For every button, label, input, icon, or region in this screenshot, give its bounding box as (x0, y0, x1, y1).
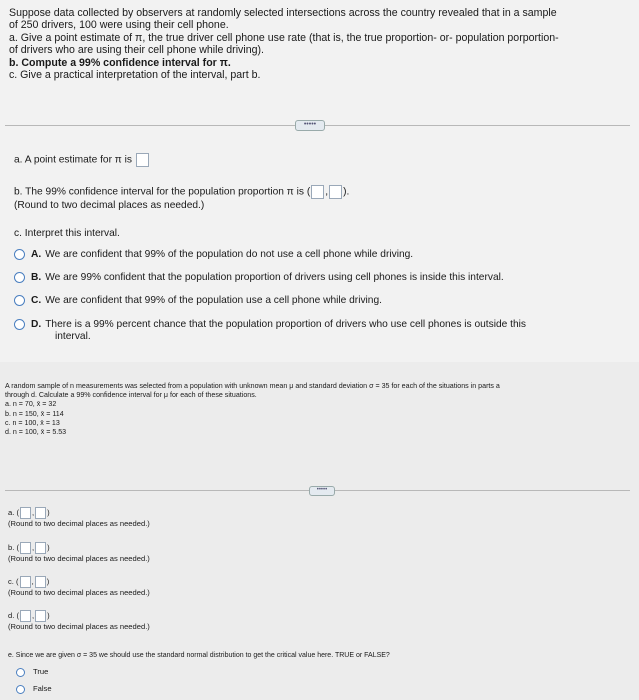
upper-bound-input[interactable] (35, 507, 46, 519)
problem1-statement (9, 7, 631, 81)
lower-bound-input[interactable] (20, 610, 31, 622)
open-paren: ( (16, 543, 19, 552)
option-a[interactable] (14, 249, 413, 261)
radio-icon[interactable] (16, 685, 25, 694)
comma: , (31, 577, 34, 586)
problem2-line: c. n = 100, x̄ = 13 (5, 418, 60, 427)
problem2-line: through d. Calculate a 99% confidence interval for μ for each of these situations. (5, 391, 257, 400)
option-text-continued: interval. (55, 331, 91, 342)
upper-bound-input[interactable] (35, 576, 46, 588)
close-paren: ) (47, 508, 50, 517)
option-text: There is a 99% percent chance that the population proportion of drivers who use cell phones is outside this (45, 319, 526, 330)
option-b[interactable] (14, 272, 504, 284)
round-hint: (Round to two decimal places as needed.) (8, 588, 150, 597)
part-a-answer (8, 507, 150, 528)
problem1-line: Suppose data collected by observers at randomly selected intersections across the country revealed that in a sample (9, 7, 557, 19)
option-c[interactable] (14, 295, 382, 307)
option-letter: A. (31, 249, 42, 260)
part-b-answer (8, 542, 150, 563)
comma: , (32, 508, 35, 517)
expand-button[interactable]: ••••• (309, 486, 335, 496)
problem1-line: of 250 drivers, 100 were using their cell phone. (9, 19, 229, 32)
open-paren: ( (16, 508, 19, 517)
close-paren: ). (343, 186, 350, 198)
part-c-answer (8, 576, 150, 597)
problem2-statement (5, 382, 633, 437)
part-b-hint: (Round to two decimal places as needed.) (14, 200, 205, 211)
comma: , (32, 611, 35, 620)
option-letter: D. (31, 319, 42, 330)
option-text: We are confident that 99% of the population do not use a cell phone while driving. (45, 249, 414, 260)
close-paren: ) (46, 577, 50, 586)
option-text: We are confident that 99% of the population use a cell phone while driving. (45, 295, 382, 306)
problem1-line: b. Compute a 99% confidence interval for π. (9, 56, 231, 69)
lower-bound-input[interactable] (20, 576, 31, 588)
problem1-line: a. Give a point estimate of π, the true driver cell phone use rate (that is, the true proportion- or- population porportion- (9, 31, 559, 44)
part-e-question: e. Since we are given σ = 35 we should use the standard normal distribution to get the critical value here. TRUE or FALSE? (8, 652, 390, 659)
round-hint: (Round to two decimal places as needed.) (8, 622, 150, 631)
expand-button[interactable]: ••••• (295, 120, 325, 131)
problem2-line: b. n = 150, x̄ = 114 (5, 409, 64, 418)
open-paren: ( (16, 577, 19, 586)
option-label: False (33, 684, 52, 693)
open-paren: ( (306, 186, 311, 198)
upper-bound-input[interactable] (35, 610, 46, 622)
option-letter: C. (31, 295, 42, 306)
problem2-line: A random sample of n measurements was selected from a population with unknown mean μ and standard deviation σ = 35 for each of the situations in parts a (5, 382, 500, 390)
false-option[interactable] (16, 684, 52, 694)
ci-lower-input[interactable] (311, 185, 324, 199)
option-label: True (33, 667, 49, 676)
part-a-label: a. A point estimate for π is (14, 154, 133, 166)
part-label: d. (8, 611, 15, 620)
comma: , (325, 186, 329, 198)
open-paren: ( (16, 611, 19, 620)
round-hint: (Round to two decimal places as needed.) (8, 519, 150, 528)
problem2-line: d. n = 100, x̄ = 5.53 (5, 428, 67, 437)
comma: , (32, 543, 35, 552)
true-option[interactable] (16, 667, 48, 677)
problem1-line: c. Give a practical interpretation of the interval, part b. (9, 69, 261, 82)
part-label: a. (8, 508, 15, 517)
part-label: b. (8, 543, 15, 552)
lower-bound-input[interactable] (20, 507, 31, 519)
radio-icon[interactable] (14, 272, 25, 283)
problem1-line: of drivers who are using their cell phone while driving). (9, 44, 264, 57)
close-paren: ) (47, 611, 50, 620)
close-paren: ) (47, 543, 50, 552)
radio-icon[interactable] (16, 668, 25, 677)
option-letter: B. (31, 272, 42, 283)
point-estimate-input[interactable] (136, 153, 149, 167)
part-label: c. (8, 577, 14, 586)
option-text: We are 99% confident that the population proportion of drivers using cell phones is inside this interval. (45, 272, 504, 283)
problem2-panel (0, 362, 639, 700)
part-b-line (14, 185, 349, 199)
upper-bound-input[interactable] (35, 542, 46, 554)
radio-icon[interactable] (14, 295, 25, 306)
part-b-label: b. The 99% confidence interval for the population proportion π is (14, 186, 305, 198)
part-a-line (14, 153, 150, 167)
lower-bound-input[interactable] (20, 542, 31, 554)
part-d-answer (8, 610, 150, 631)
radio-icon[interactable] (14, 249, 25, 260)
part-c-label: c. Interpret this interval. (14, 228, 120, 239)
option-d[interactable] (14, 319, 526, 343)
problem2-line: a. n = 70, x̄ = 32 (5, 400, 57, 409)
ci-upper-input[interactable] (329, 185, 342, 199)
radio-icon[interactable] (14, 319, 25, 330)
round-hint: (Round to two decimal places as needed.) (8, 554, 150, 563)
